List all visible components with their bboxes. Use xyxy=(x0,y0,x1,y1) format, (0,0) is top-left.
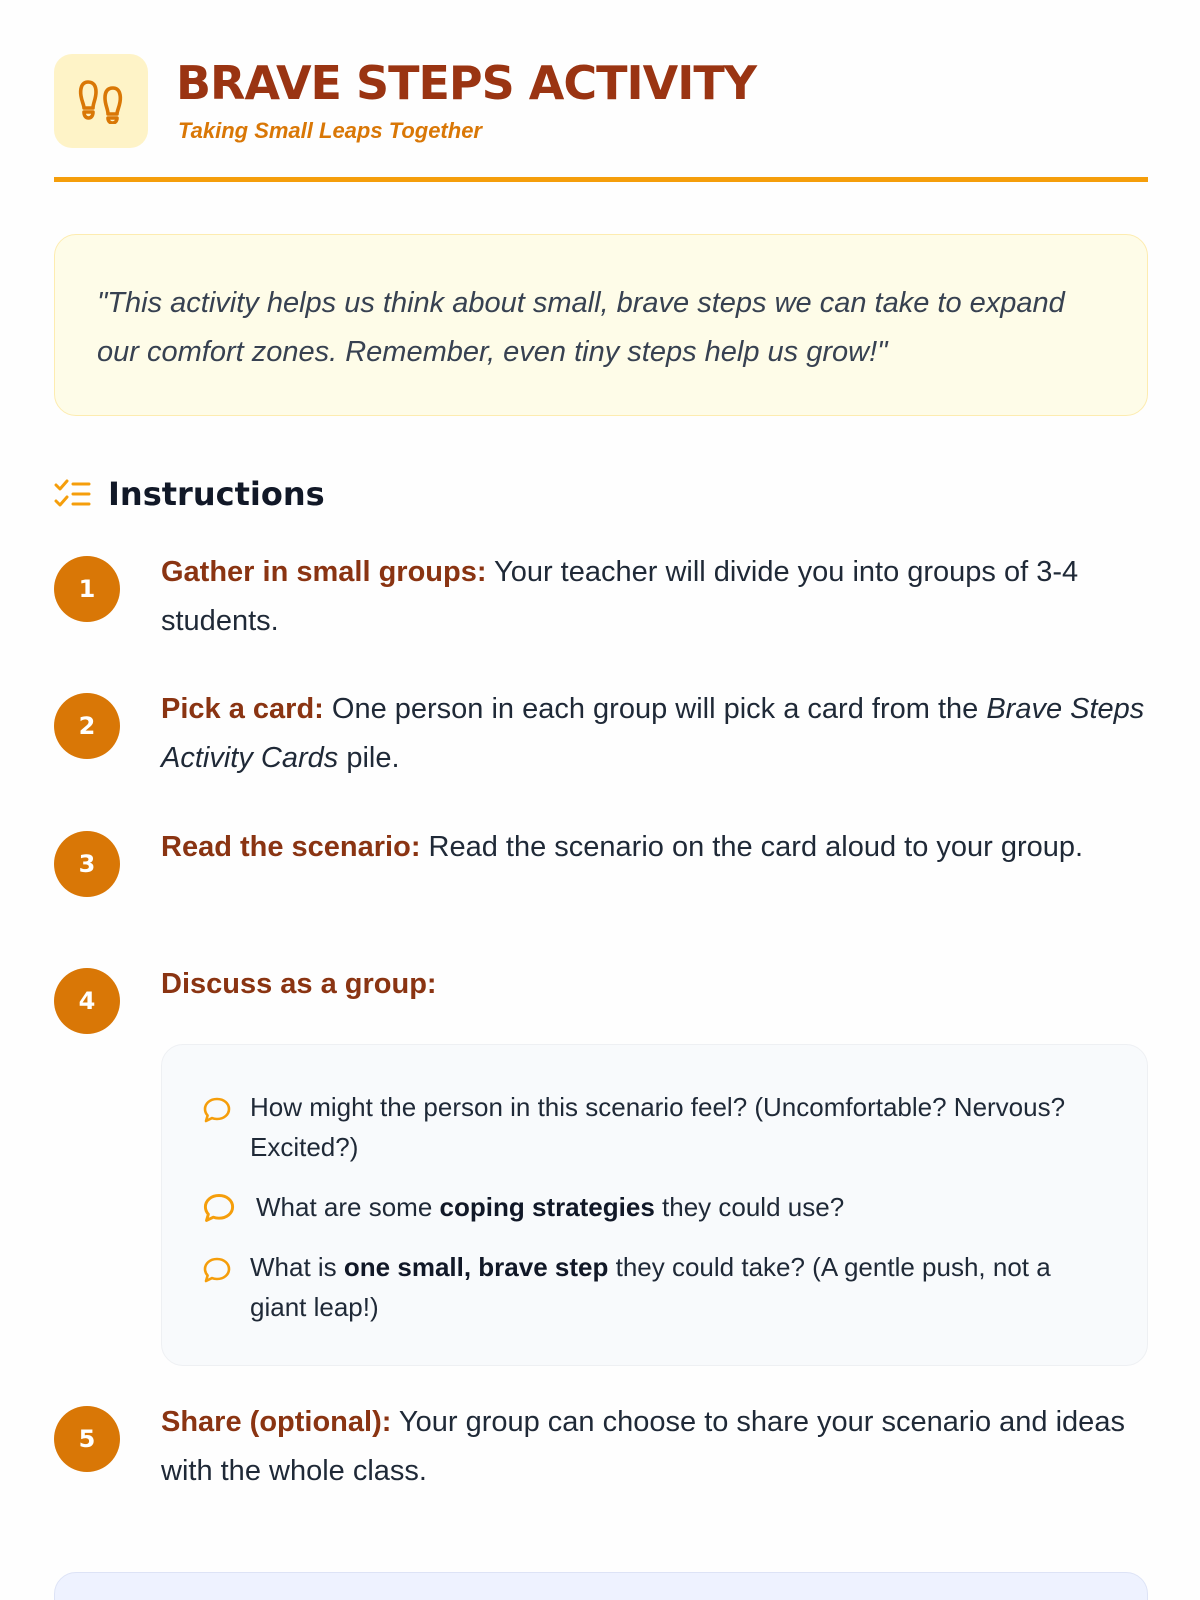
step-text xyxy=(161,823,1151,872)
section-title: Instructions xyxy=(108,475,325,513)
question-text-start: What are some xyxy=(256,1192,440,1222)
intro-quote-text: "This activity helps us think about small, brave steps we can take to expand our comfort zones. Remember, even tiny steps help us grow!" xyxy=(97,287,1065,368)
chat-bubble-icon xyxy=(202,1191,236,1225)
step-description: Your teacher will divide you into groups of 3-4 students. xyxy=(161,556,1079,637)
card-pile-name: Brave Steps Activity Cards xyxy=(161,693,1145,774)
intro-quote-card xyxy=(54,234,1148,416)
step-number-badge: 2 xyxy=(54,693,120,759)
step-description: One person in each group will pick a card from the xyxy=(323,693,987,725)
step-text xyxy=(161,685,1151,783)
discussion-questions-box xyxy=(161,1044,1148,1366)
step-text xyxy=(161,548,1151,646)
discussion-question xyxy=(202,1087,1102,1167)
question-emphasis: coping strategies xyxy=(439,1192,655,1222)
step-title: Gather in small groups: xyxy=(161,556,487,588)
step-title: Pick a card: xyxy=(161,693,324,725)
step-number-badge: 1 xyxy=(54,556,120,622)
step-description: Read the scenario on the card aloud to your group. xyxy=(420,831,1084,863)
page-title: BRAVE STEPS ACTIVITY xyxy=(176,56,757,110)
page-header xyxy=(54,54,1148,182)
step-description-end: pile. xyxy=(338,742,400,774)
step-title: Read the scenario: xyxy=(161,831,421,863)
question-text-end: they could use? xyxy=(654,1192,845,1222)
step-title: Discuss as a group: xyxy=(161,968,437,1000)
checklist-icon xyxy=(54,477,92,511)
step-text xyxy=(161,1398,1151,1496)
question-emphasis: one small, brave step xyxy=(343,1252,609,1282)
step-text xyxy=(161,960,1151,1009)
question-text: How might the person in this scenario feel? (Uncomfortable? Nervous? Excited?) xyxy=(250,1092,1066,1162)
instructions-heading xyxy=(54,472,325,516)
discussion-question xyxy=(202,1187,1102,1227)
step-number-badge: 4 xyxy=(54,968,120,1034)
step-number-badge: 3 xyxy=(54,831,120,897)
step-number-badge: 5 xyxy=(54,1406,120,1472)
question-text xyxy=(250,1247,1102,1327)
page-subtitle: Taking Small Leaps Together xyxy=(178,118,482,143)
next-section-card xyxy=(54,1572,1148,1600)
question-text-start: What is xyxy=(250,1252,344,1282)
chat-bubble-icon xyxy=(202,1255,232,1285)
step-title: Share (optional): xyxy=(161,1406,392,1438)
discussion-question xyxy=(202,1247,1102,1327)
footprints-icon xyxy=(76,78,126,124)
chat-bubble-icon xyxy=(202,1095,232,1125)
logo xyxy=(54,54,148,148)
question-text xyxy=(256,1187,844,1227)
question-text-end: they could take? (A gentle push, not a giant leap!) xyxy=(250,1252,1051,1322)
step-description: Your group can choose to share your scenario and ideas with the whole class. xyxy=(161,1406,1125,1487)
